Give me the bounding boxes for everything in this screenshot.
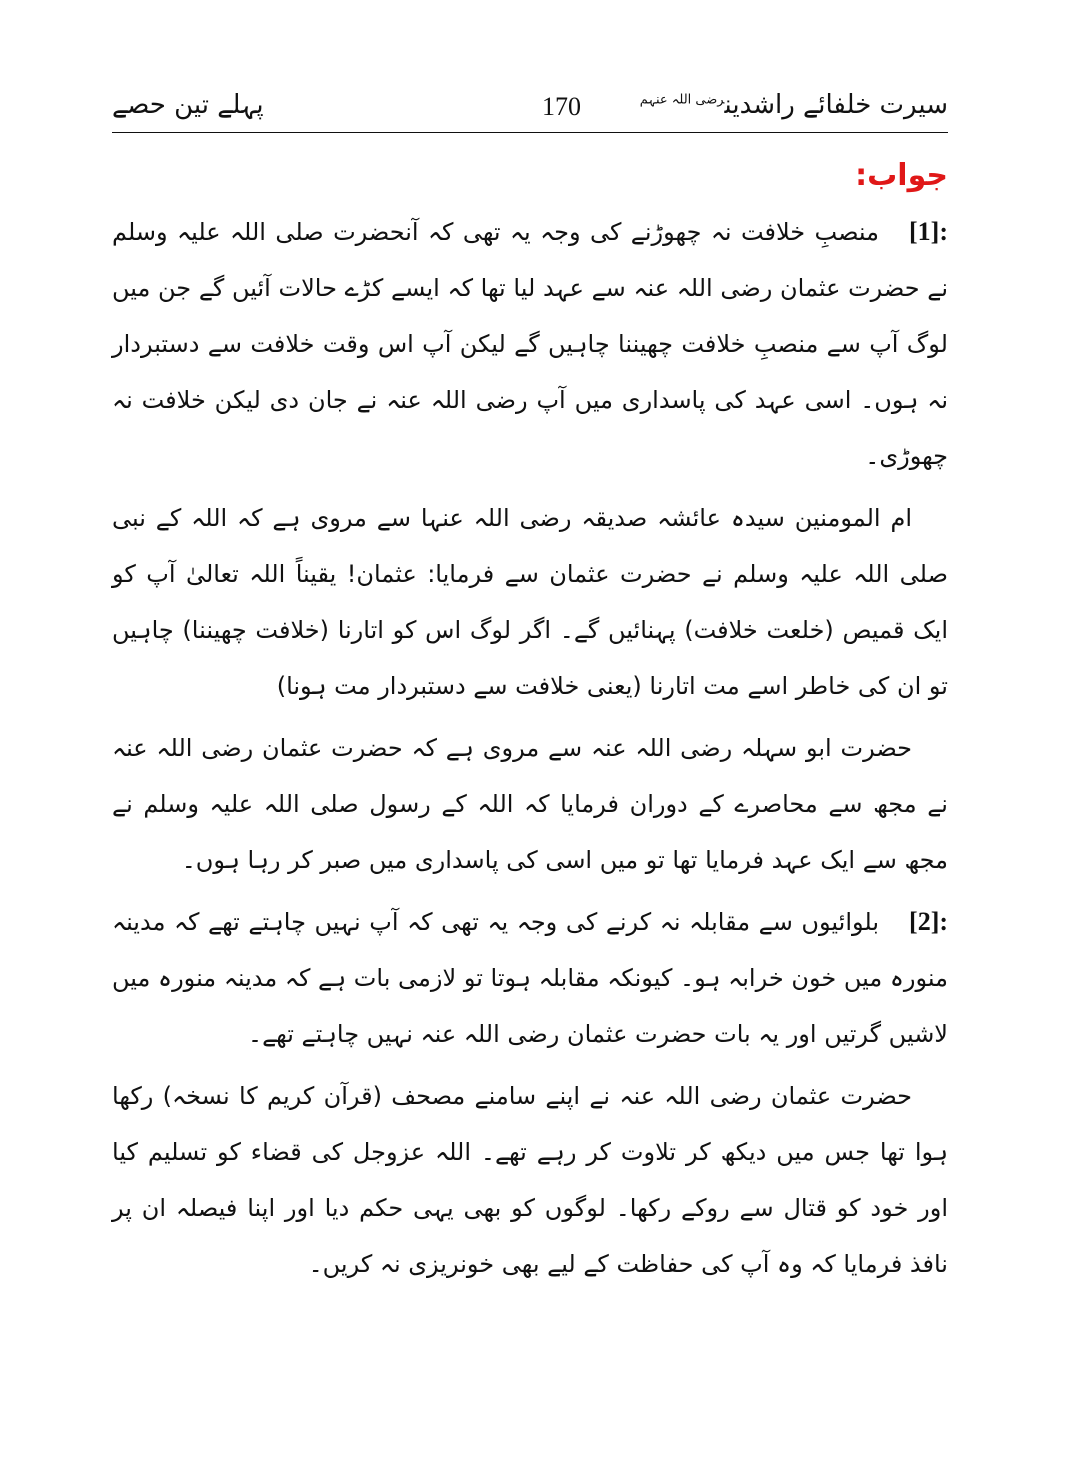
book-title-group [640, 90, 948, 120]
paragraph-text: حضرت ابو سہلہ رضی اللہ عنہ سے مروی ہے کہ حضرت عثمان رضی اللہ عنہ نے مجھ سے محاصرے کے دوران فرمایا کہ اللہ کے رسول صلی اللہ علیہ وسلم نے مجھ سے ایک عہد فرمایا تھا تو میں اسی کی پاسداری میں صبر کر رہا ہوں۔ [112, 734, 948, 874]
paragraph-text: ام المومنین سیدہ عائشہ صدیقہ رضی اللہ عنہا سے مروی ہے کہ اللہ کے نبی صلی اللہ علیہ وسلم نے حضرت عثمان سے فرمایا: عثمان! یقیناً اللہ تعالیٰ آپ کو ایک قمیص (خلعت خلافت) پہنائیں گے۔ اگر لوگ اس کو اتارنا (خلافت چھیننا) چاہیں تو ان کی خاطر اسے مت اتارنا (یعنی خلافت سے دستبردار مت ہونا) [112, 504, 948, 700]
header-divider [112, 132, 948, 133]
answer-heading: جواب: [855, 158, 948, 193]
paragraph-1 [112, 204, 948, 484]
page-content [112, 150, 948, 1298]
paragraph-3 [112, 720, 948, 888]
paragraph-text: حضرت عثمان رضی اللہ عنہ نے اپنے سامنے مصحف (قرآن کریم کا نسخہ) رکھا ہوا تھا جس میں دیکھ کر تلاوت کر رہے تھے۔ اللہ عزوجل کی قضاء کو تسلیم کیا اور خود کو قتال سے روکے رکھا۔ لوگوں کو بھی یہی حکم دیا اور اپنا فیصلہ ان پر نافذ فرمایا کہ وہ آپ کی حفاظت کے لیے بھی خونریزی نہ کریں۔ [112, 1082, 948, 1278]
paragraph-4 [112, 894, 948, 1062]
book-title: سیرت خلفائے راشدین [724, 90, 948, 120]
paragraph-number: [2]: [909, 907, 949, 936]
page-number: 170 [542, 92, 581, 121]
paragraph-text: بلوائیوں سے مقابلہ نہ کرنے کی وجہ یہ تھی کہ آپ نہیں چاہتے تھے کہ مدینہ منورہ میں خون خرابہ ہو۔ کیونکہ مقابلہ ہوتا تو لازمی بات ہے کہ مدینہ منورہ میں لاشیں گرتیں اور یہ بات حضرت عثمان رضی اللہ عنہ نہیں چاہتے تھے۔ [112, 908, 948, 1048]
section-label: پہلے تین حصے [112, 90, 264, 120]
paragraph-5 [112, 1068, 948, 1292]
paragraph-number: [1]: [909, 217, 948, 246]
honorific-text: رضی اللہ عنہم [639, 92, 725, 108]
page-header [112, 88, 948, 132]
paragraph-text: منصبِ خلافت نہ چھوڑنے کی وجہ یہ تھی کہ آنحضرت صلی اللہ علیہ وسلم نے حضرت عثمان رضی اللہ عنہ سے عہد لیا تھا کہ ایسے کڑے حالات آئیں گے جن میں لوگ آپ سے منصبِ خلافت چھیننا چاہیں گے لیکن آپ اس وقت خلافت سے دستبردار نہ ہوں۔ اسی عہد کی پاسداری میں آپ رضی اللہ عنہ نے جان دی لیکن خلافت نہ چھوڑی۔ [112, 218, 948, 470]
paragraph-2 [112, 490, 948, 714]
